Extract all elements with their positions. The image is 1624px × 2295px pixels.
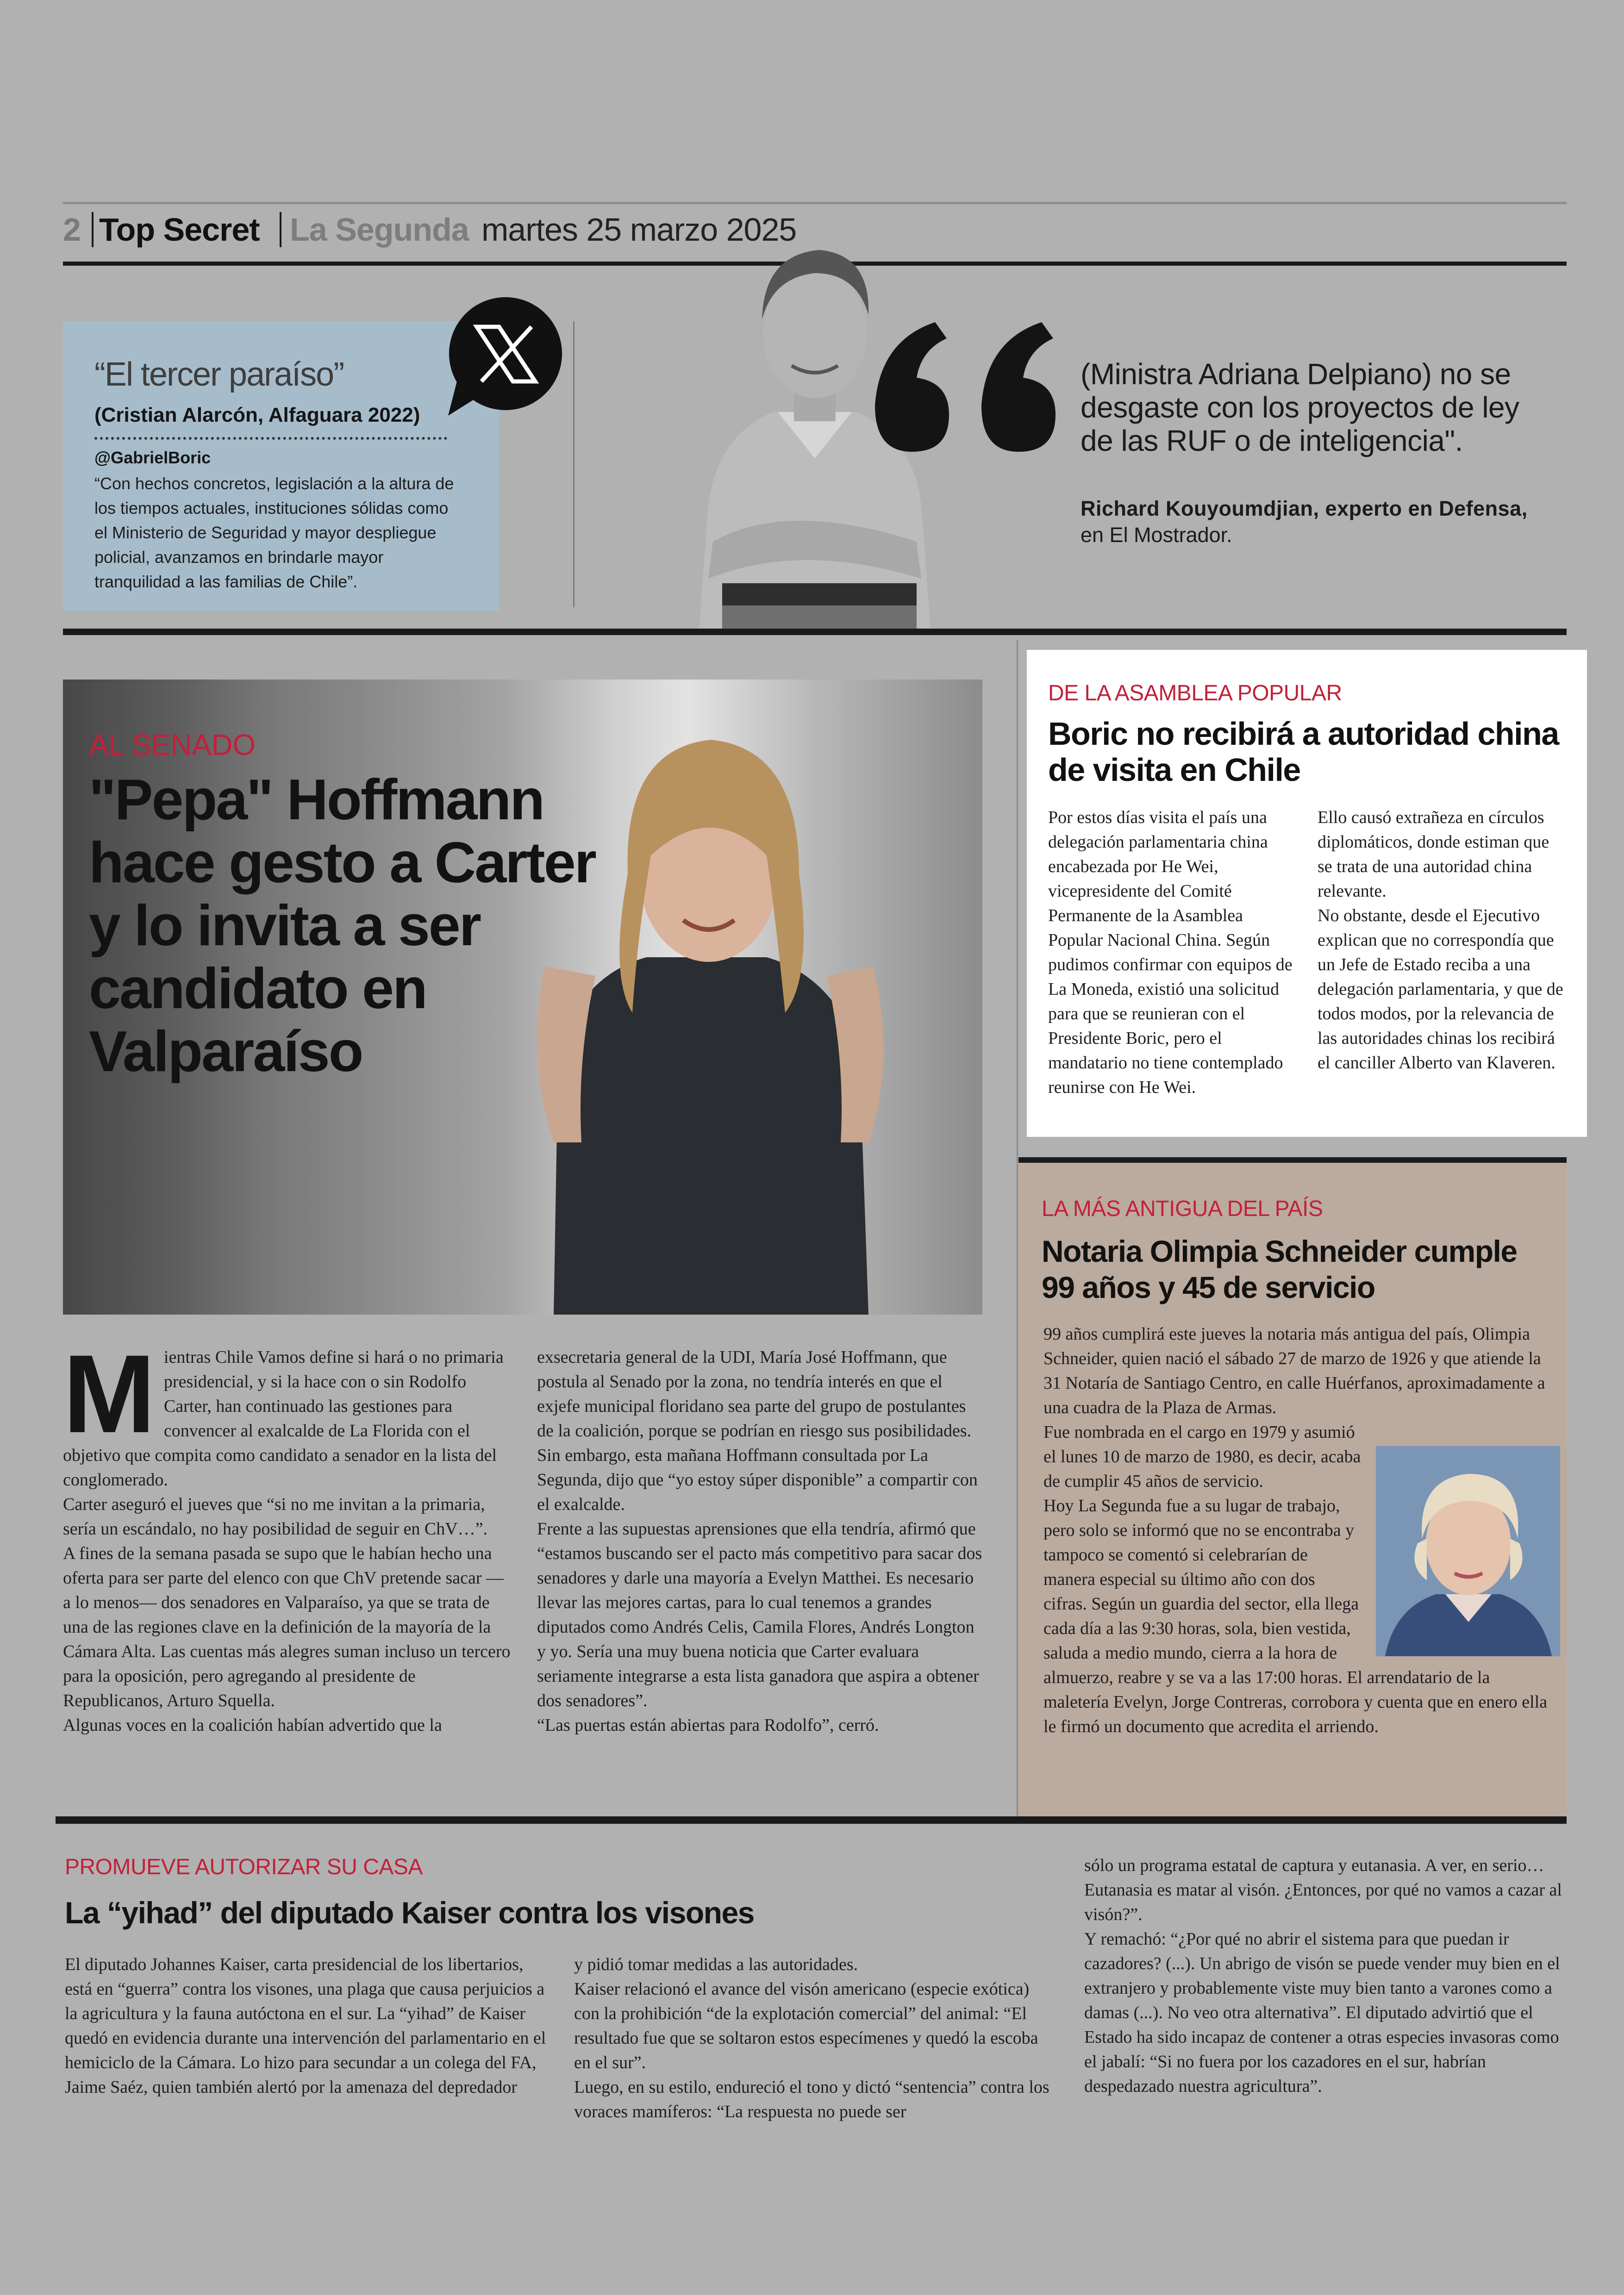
kaiser-column-1 (65, 1952, 552, 2100)
section-rule (63, 629, 1567, 635)
page-number: 2 (63, 212, 81, 248)
notaria-headline: Notaria Olimpia Schneider cumple 99 años y 45 de servicio (1042, 1234, 1517, 1304)
paragraph: Luego, en su estilo, endureció el tono y dictó “sentencia” contra los voraces mamíferos: “La respuesta no puede ser (574, 2077, 1049, 2121)
quote-author: Richard Kouyoumdjian, experto en Defensa, (1081, 497, 1528, 520)
hoffmann-headline: "Pepa" Hoffmann hace gesto a Carter y lo invita a ser candidato en Valparaíso (89, 768, 595, 1084)
paragraph: Ello causó extrañeza en círculos diplomáticos, donde estiman que se trata de una autoridad china relevante. (1318, 808, 1549, 901)
header-top-rule (63, 202, 1567, 204)
paragraph: No obstante, desde el Ejecutivo explican que no correspondía que un Jefe de Estado reciba a una delegación parlamentaria, y que de todos modos, por la relevancia de las autoridades chinas los recibirá el canciller Alberto van Klaveren. (1318, 906, 1563, 1073)
kaiser-column-2 (574, 1952, 1056, 2124)
pull-quote-text: (Ministra Adriana Delpiano) no se desgaste con los proyectos de ley de las RUF o de inteligencia". (1081, 357, 1519, 457)
hoffmann-column-2 (537, 1345, 985, 1738)
notaria-kicker: LA MÁS ANTIGUA DEL PAÍS (1042, 1197, 1323, 1221)
paragraph: Por estos días visita el país una delegación parlamentaria china encabezada por He Wei, vicepresidente del Comité Permanente de la Asamblea Popular Nacional China. Según pudimos confirmar con equipos de La Moneda, existió una solicitud para que se reunieran con el Presidente Boric, pero el mandatario no tiene contemplado reunirse con He Wei. (1048, 808, 1293, 1097)
notaria-body (1043, 1322, 1557, 1739)
kaiser-kicker: PROMUEVE AUTORIZAR SU CASA (65, 1855, 423, 1879)
x-box-book-source: (Cristian Alarcón, Alfaguara 2022) (94, 404, 420, 426)
paragraph: Kaiser relacionó el avance del visón americano (especie exótica) con la prohibición “de la explotación comercial” del animal: “El resultado fue que se soltaron estos especímenes y quedó la escoba en el sur”. (574, 1979, 1038, 2072)
paragraph: El diputado Johannes Kaiser, carta presidencial de los libertarios, está en “guerra” contra los visones, una plaga que causa perjuicios a la agricultura y la fauna autóctona en el sur. La “yihad” de Kaiser quedó en evidencia durante una intervención del parlamentario en el hemiciclo de la Cámara. Lo hizo para secundar a un colega del FA, Jaime Saéz, quien también alertó por la amenaza del depredador (65, 1955, 546, 2097)
notaria-top-rule (1018, 1157, 1567, 1163)
pull-quote-attribution (1081, 495, 1543, 548)
publication-name: La Segunda (290, 212, 469, 248)
column-divider (573, 321, 575, 607)
kaiser-headline: La “yihad” del diputado Kaiser contra los visones (65, 1896, 754, 1930)
notaria-portrait (1376, 1446, 1560, 1656)
drop-cap: M (63, 1332, 156, 1456)
hoffmann-lead-paragraph (63, 1332, 511, 1492)
paragraph: 99 años cumplirá este jueves la notaria más antigua del país, Olimpia Schneider, quien nació el sábado 27 de marzo de 1926 y que atiende la 31 Notaría de Santiago Centro, en calle Huérfanos, aproximadamente a una cuadra de la Plaza de Armas. (1043, 1324, 1545, 1417)
x-handle: @GabrielBoric (94, 448, 211, 467)
hoffmann-column-1 (63, 1332, 511, 1738)
paragraph: sólo un programa estatal de captura y eutanasia. A ver, en serio… Eutanasia es matar al visón. ¿Entonces, por qué no vamos a cazar al visón?”. (1084, 1856, 1562, 1924)
notaria-photo (1376, 1446, 1560, 1656)
boric-headline: Boric no recibirá a autoridad china de visita en Chile (1048, 716, 1559, 788)
boric-column-2 (1318, 805, 1568, 1075)
quote-outlet: en El Mostrador. (1081, 523, 1232, 547)
x-box-book-title: “El tercer paraíso” (94, 356, 344, 393)
paragraph: Algunas voces en la coalición habían advertido que la (63, 1715, 442, 1735)
column-divider (1017, 640, 1018, 1819)
header-separator (92, 212, 94, 247)
x-post-text: “Con hechos concretos, legislación a la altura de los tiempos actuales, instituciones sólidas como el Ministerio de Seguridad y mayor despliegue policial, avanzamos en brindarle mayor tranquilidad a las familias de Chile”. (94, 474, 454, 591)
issue-date: martes 25 marzo 2025 (481, 212, 797, 248)
hoffmann-lead-text: ientras Chile Vamos define si hará o no primaria presidencial, y si la hace con o sin Rodolfo Carter, han continuado las gestiones para convencer al exalcalde de La Florida con el objetivo que compita como candidato a senador en la lista del conglomerado. (63, 1347, 504, 1490)
boric-column-1 (1048, 805, 1298, 1100)
paragraph: Y remachó: “¿Por qué no abrir el sistema para que puedan ir cazadores? (...). Un abrigo de visón se puede vender muy bien en el extranjero y probablemente viste muy bien tanto a varones como a damas (...). No veo otra alternativa”. El diputado advirtió que el Estado ha sido incapaz de contener a otras especies invasoras como el jabalí: “Si no fuera por los cazadores en el sur, habrían despedazado nuestra agricultura”. (1084, 1929, 1560, 2096)
paragraph: exsecretaria general de la UDI, María José Hoffmann, que postula al Senado por la zona, no tendría interés en que el exjefe municipal floridano sea parte del grupo de postulantes de la coalición, porque se podrían en riesgo sus posibilidades. (537, 1347, 972, 1441)
paragraph: A fines de la semana pasada se supo que le habían hecho una oferta para ser parte del elenco con que ChV pretende sacar —a lo menos— dos senadores en Valparaíso, ya que se trata de una de las regiones clave en la definición de la mayoría de la Cámara Alta. Las cuentas más alegres suman incluso un tercero para la oposición, pero agregando al presidente de Republicanos, Arturo Squella. (63, 1544, 511, 1710)
paragraph: Fue nombrada en el cargo en 1979 y asumió el lunes 10 de marzo de 1980, es decir, acaba de cumplir 45 años de servicio. (1043, 1422, 1361, 1491)
paragraph: Hoy La Segunda fue a su lugar de trabajo, pero solo se informó que no se encontraba y tampoco se comentó si celebrarían de manera especial su último año con dos cifras. Según un guardia del sector, ella llega cada día a las 9:30 horas, sola, bien vestida, saluda a medio mundo, cierra a la hora de almuerzo, reabre y se va a las 17:00 horas. El arrendatario de la maletería Evelyn, Jorge Contreras, corrobora y cuenta que en enero ella le firmó un documento que acredita el arriendo. (1043, 1496, 1548, 1736)
paragraph: y pidió tomar medidas a las autoridades. (574, 1955, 858, 1974)
hoffmann-kicker: AL SENADO (89, 728, 256, 761)
kaiser-column-3 (1084, 1853, 1566, 2099)
section-rule (56, 1816, 1567, 1824)
paragraph: Frente a las supuestas aprensiones que ella tendría, afirmó que “estamos buscando ser el pacto más competitivo para sacar dos senadores y darle una mayoría a Evelyn Matthei. Es necesario llevar las mejores cartas, para lo cual tenemos a grandes diputados como Andrés Celis, Camila Flores, Andrés Longton y yo. Sería una muy buena noticia que Carter evaluara seriamente integrarse a esta lista ganadora que aspira a obtener dos senadores”. (537, 1519, 982, 1710)
section-name: Top Secret (99, 212, 260, 248)
header-separator (280, 212, 281, 247)
paragraph: Carter aseguró el jueves que “si no me invitan a la primaria, sería un escándalo, no hay posibilidad de seguir en ChV…”. (63, 1495, 488, 1539)
x-logo-icon (444, 296, 565, 417)
paragraph: Sin embargo, esta mañana Hoffmann consultada por La Segunda, dijo que “yo estoy súper disponible” a compartir con el exalcalde. (537, 1446, 978, 1514)
quote-mark-icon (866, 313, 1056, 461)
boric-kicker: DE LA ASAMBLEA POPULAR (1048, 681, 1342, 705)
dotted-divider (94, 437, 447, 440)
paragraph: “Las puertas están abiertas para Rodolfo”, cerró. (537, 1715, 879, 1735)
